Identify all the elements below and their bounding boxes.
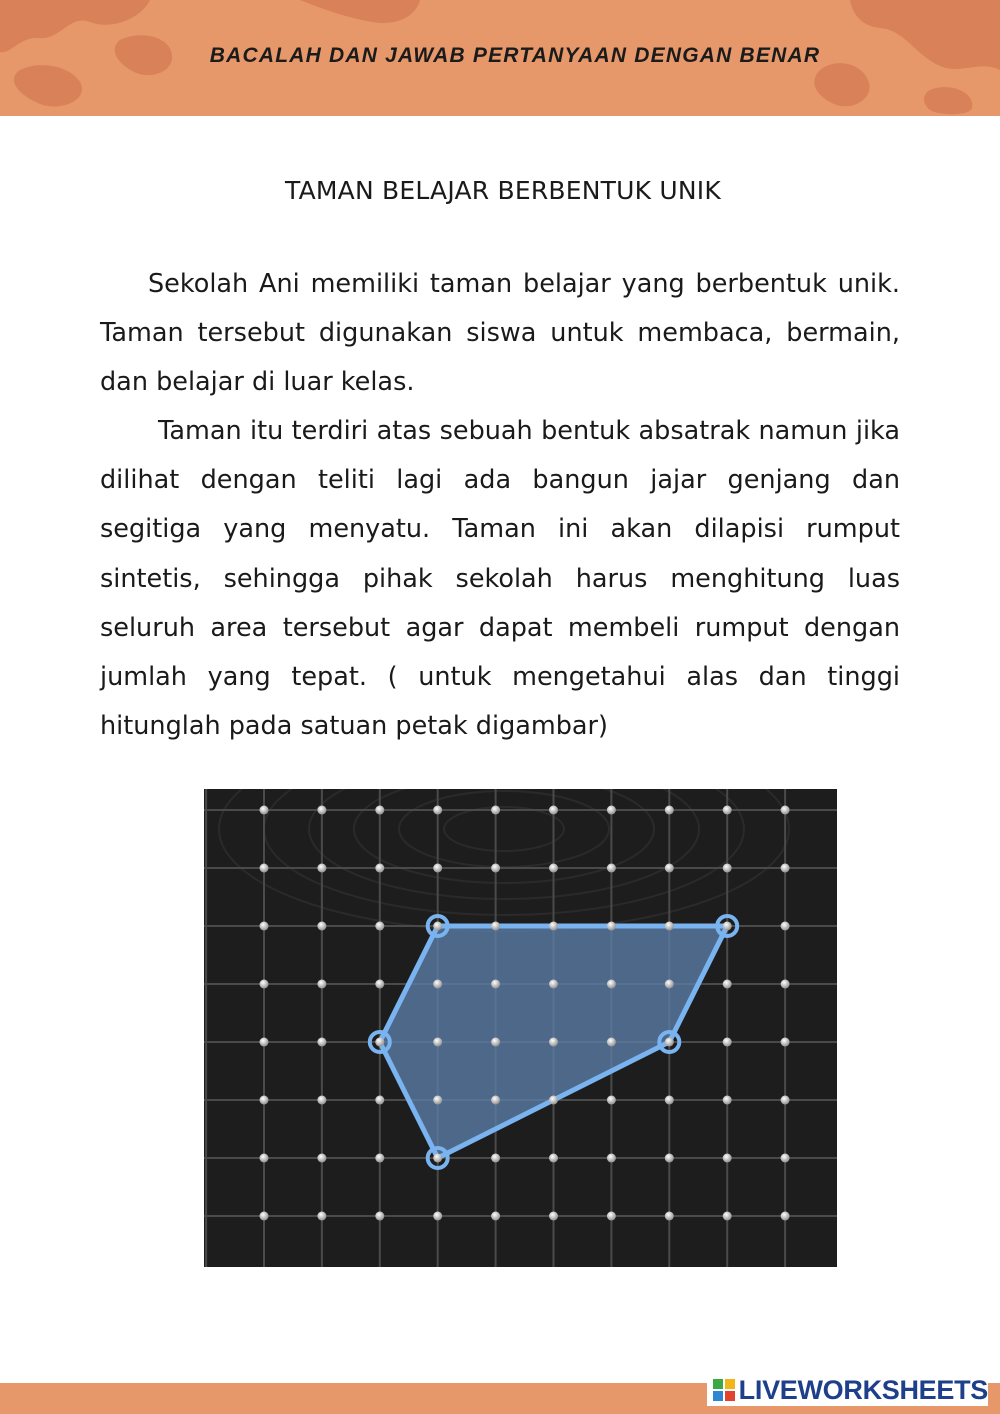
- grid-peg: [317, 1212, 326, 1221]
- grid-peg: [491, 1212, 500, 1221]
- grid-peg: [317, 1038, 326, 1047]
- grid-peg: [491, 1038, 500, 1047]
- grid-peg: [260, 1154, 269, 1163]
- paragraph-2: Taman itu terdiri atas sebuah bentuk absatrak namun jika dilihat dengan teliti lagi ada bangun jajar genjang dan segitiga yang menyatu. Taman ini akan dilapisi rumput sintetis, sehingga pihak sekolah harus menghitung luas seluruh area tersebut agar dapat membeli rumput dengan jumlah yang tepat. ( untuk mengetahui alas dan tinggi hitunglah pada satuan petak digambar): [100, 416, 900, 742]
- grid-peg: [317, 922, 326, 931]
- header-title: BACALAH DAN JAWAB PERTANYAAN DENGAN BENAR: [209, 44, 821, 67]
- grid-peg: [433, 922, 442, 931]
- grid-peg: [781, 922, 790, 931]
- grid-peg: [260, 980, 269, 989]
- grid-peg: [433, 1096, 442, 1105]
- grid-peg: [549, 1096, 558, 1105]
- grid-peg: [317, 980, 326, 989]
- grid-peg: [433, 864, 442, 873]
- geoboard-image: [204, 789, 837, 1267]
- grid-peg: [607, 806, 616, 815]
- grid-peg: [549, 864, 558, 873]
- grid-peg: [781, 806, 790, 815]
- grid-peg: [433, 980, 442, 989]
- grid-peg: [781, 864, 790, 873]
- grid-peg: [375, 864, 384, 873]
- grid-peg: [665, 980, 674, 989]
- grid-peg: [549, 1038, 558, 1047]
- grid-peg: [781, 1096, 790, 1105]
- grid-peg: [260, 1038, 269, 1047]
- document-title: TAMAN BELAJAR BERBENTUK UNIK: [285, 176, 721, 205]
- grid-peg: [607, 922, 616, 931]
- grid-peg: [723, 1154, 732, 1163]
- grid-peg: [665, 922, 674, 931]
- liveworksheets-brand: [707, 1374, 988, 1406]
- grid-peg: [260, 1096, 269, 1105]
- grid-peg: [433, 1154, 442, 1163]
- grid-peg: [375, 1212, 384, 1221]
- header-banner: [0, 0, 1000, 116]
- grid-peg: [665, 806, 674, 815]
- grid-peg: [375, 1154, 384, 1163]
- grid-peg: [260, 806, 269, 815]
- grid-peg: [607, 1212, 616, 1221]
- grid-peg: [260, 922, 269, 931]
- grid-peg: [549, 806, 558, 815]
- liveworksheets-logo-icon: [713, 1379, 735, 1401]
- grid-peg: [375, 806, 384, 815]
- grid-peg: [549, 922, 558, 931]
- grid-peg: [317, 1096, 326, 1105]
- grid-peg: [665, 864, 674, 873]
- grid-peg: [549, 1212, 558, 1221]
- brand-text: LIVEWORKSHEETS: [738, 1374, 988, 1405]
- paragraph-1: Sekolah Ani memiliki taman belajar yang berbentuk unik. Taman tersebut digunakan siswa untuk membaca, bermain, dan belajar di luar kelas.: [100, 269, 900, 398]
- grid-peg: [607, 1154, 616, 1163]
- grid-peg: [781, 1212, 790, 1221]
- grid-peg: [260, 864, 269, 873]
- grid-peg: [375, 1096, 384, 1105]
- grid-peg: [433, 1212, 442, 1221]
- grid-peg: [723, 1038, 732, 1047]
- grid-peg: [491, 864, 500, 873]
- grid-peg: [317, 806, 326, 815]
- grid-peg: [723, 980, 732, 989]
- grid-peg: [375, 1038, 384, 1047]
- grid-peg: [665, 1096, 674, 1105]
- grid-peg: [433, 1038, 442, 1047]
- grid-peg: [665, 1038, 674, 1047]
- grid-peg: [665, 1212, 674, 1221]
- grid-peg: [607, 1038, 616, 1047]
- grid-peg: [607, 864, 616, 873]
- grid-peg: [491, 1096, 500, 1105]
- grid-peg: [665, 1154, 674, 1163]
- grid-peg: [723, 1212, 732, 1221]
- grid-peg: [781, 1154, 790, 1163]
- grid-peg: [607, 980, 616, 989]
- grid-peg: [491, 980, 500, 989]
- grid-peg: [723, 1096, 732, 1105]
- grid-peg: [781, 980, 790, 989]
- geoboard-svg: [204, 789, 837, 1267]
- grid-peg: [781, 1038, 790, 1047]
- grid-peg: [491, 922, 500, 931]
- grid-peg: [549, 980, 558, 989]
- grid-peg: [260, 1212, 269, 1221]
- grid-peg: [723, 864, 732, 873]
- grid-peg: [375, 980, 384, 989]
- grid-peg: [491, 806, 500, 815]
- grid-peg: [491, 1154, 500, 1163]
- grid-peg: [723, 922, 732, 931]
- grid-peg: [433, 806, 442, 815]
- grid-peg: [607, 1096, 616, 1105]
- grid-peg: [375, 922, 384, 931]
- grid-peg: [549, 1154, 558, 1163]
- grid-peg: [317, 864, 326, 873]
- grid-peg: [723, 806, 732, 815]
- grid-peg: [317, 1154, 326, 1163]
